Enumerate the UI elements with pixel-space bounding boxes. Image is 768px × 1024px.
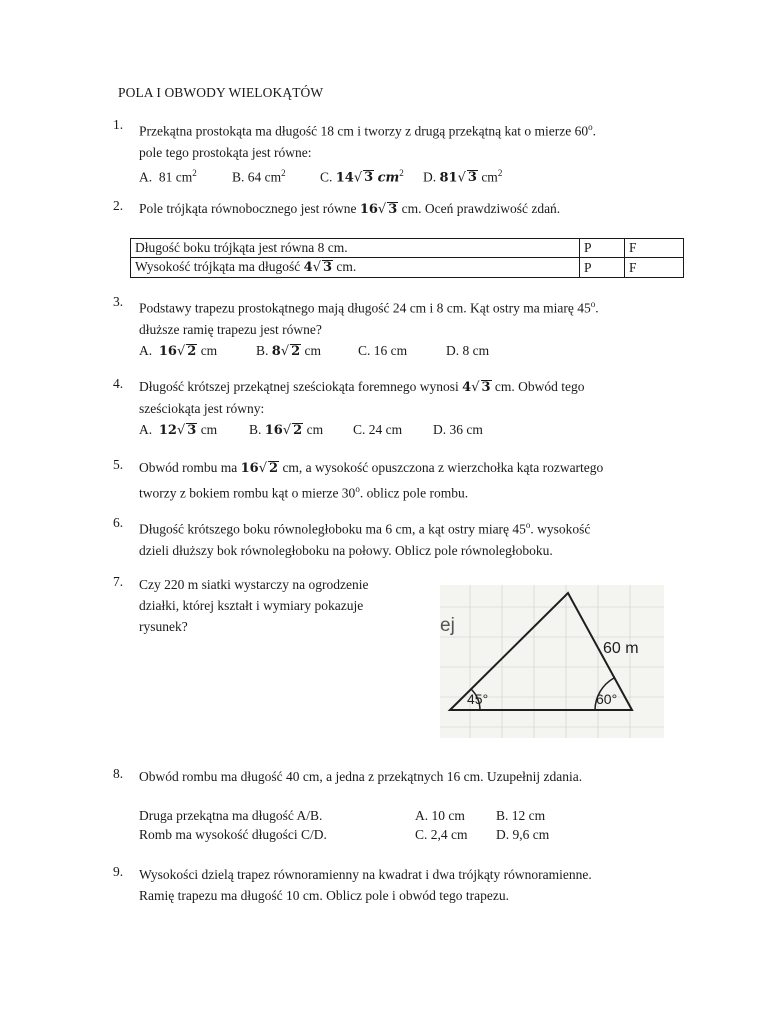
table-row bbox=[131, 258, 684, 278]
task-8-option-d: D. 9,6 cm bbox=[496, 827, 550, 842]
task-4-question: Długość krótszej przekątnej sześciokąta foremnego wynosi 4√ 3 cm. Obwód tego bbox=[139, 379, 585, 395]
task-7-question: Czy 220 m siatki wystarczy na ogrodzenie bbox=[139, 577, 369, 592]
option-b: B. 64 $cm^2$ bbox=[232, 167, 286, 184]
task-1-question: Przekątna prostokąta ma długość 18 cm i tworzy z drugą przekątną kat o mierze 60$^o$. bbox=[139, 122, 596, 139]
task-2-question: Pole trójkąta równobocznego jest równe 16√ 3 cm. Oceń prawdziwość zdań. bbox=[139, 201, 561, 217]
option-a: A. 12√ 3 cm bbox=[139, 422, 218, 438]
task-8-sentence-2: Romb ma wysokość długości C/D. bbox=[139, 827, 327, 842]
option-b: B. 8√ 2 cm bbox=[256, 342, 322, 359]
statement-cell: Wysokość trójkąta ma długość 4√ 3 cm. bbox=[131, 258, 580, 278]
task-5-question-cont: tworzy z bokiem rombu kąt o mierze 30$^o$. oblicz pole rombu. bbox=[139, 484, 469, 501]
task-number: 7. bbox=[113, 574, 124, 589]
task-8-option-b: B. 12 cm bbox=[496, 808, 546, 823]
task-7-question-end: rysunek? bbox=[139, 619, 188, 634]
option-d: D. 81√ 3 $cm^2$ bbox=[423, 167, 503, 185]
page-title: POLA I OBWODY WIELOKĄTÓW bbox=[118, 85, 324, 100]
task-5 bbox=[113, 457, 693, 504]
task-number: 2. bbox=[113, 198, 124, 213]
task-4-options bbox=[139, 419, 693, 441]
task-3-options bbox=[139, 340, 693, 362]
task-number: 6. bbox=[113, 515, 124, 530]
option-d: D. 36 cm bbox=[433, 422, 483, 437]
task-number: 3. bbox=[113, 294, 124, 309]
task-2 bbox=[113, 198, 693, 220]
task-4 bbox=[113, 376, 693, 441]
true-option[interactable]: P bbox=[580, 239, 625, 258]
task-6-question: Długość krótszego boku równoległoboku ma 6 cm, a kąt ostry miarę 45$^o$. wysokość bbox=[139, 520, 591, 537]
task-3-question: Podstawy trapezu prostokątnego mają długość 24 cm i 8 cm. Kąt ostry ma miarę 45$^o$. bbox=[139, 299, 599, 316]
task-5-question: Obwód rombu ma 16√ 2 cm, a wysokość opuszczona z wierzchołka kąta rozwartego bbox=[139, 460, 604, 476]
false-option[interactable]: F bbox=[625, 239, 684, 258]
task-number: 9. bbox=[113, 864, 124, 879]
option-a: A. 81 $cm^2$ bbox=[139, 167, 197, 184]
table-row bbox=[131, 239, 684, 258]
statement-cell: Długość boku trójkąta jest równa 8 cm. bbox=[131, 239, 580, 258]
task-9-question: Wysokości dzielą trapez równoramienny na kwadrat i dwa trójkąty równoramienne. bbox=[139, 867, 592, 882]
task-4-question-cont: sześciokąta jest równy: bbox=[139, 401, 265, 416]
angle-45-label: 45° bbox=[467, 691, 489, 707]
option-c: C. 24 cm bbox=[353, 422, 403, 437]
option-d: D. 8 cm bbox=[446, 342, 490, 358]
task-1-question-cont: pole tego prostokąta jest równe: bbox=[139, 144, 312, 160]
figure-fragment-text: ej bbox=[440, 615, 455, 636]
task-8 bbox=[113, 766, 693, 787]
task-number: 5. bbox=[113, 457, 124, 472]
task-1-options bbox=[139, 163, 693, 189]
true-option[interactable]: P bbox=[580, 258, 625, 278]
angle-60-label: 60° bbox=[596, 691, 618, 707]
task-9 bbox=[113, 864, 693, 906]
task-8-question: Obwód rombu ma długość 40 cm, a jedna z przekątnych 16 cm. Uzupełnij zdania. bbox=[139, 769, 583, 784]
task-number: 1. bbox=[113, 117, 124, 132]
false-option[interactable]: F bbox=[625, 258, 684, 278]
triangle-figure bbox=[440, 585, 664, 738]
option-c: C. 16 cm bbox=[358, 342, 408, 358]
option-b: B. 16√ 2 cm bbox=[249, 422, 324, 438]
task-8-option-a: A. 10 cm bbox=[415, 808, 465, 823]
option-c: C. 14√ 3 $cm^2$ bbox=[320, 167, 404, 185]
task-3-question-cont: dłuższe ramię trapezu jest równe? bbox=[139, 321, 322, 337]
task-9-question-cont: Ramię trapezu ma długość 10 cm. Oblicz pole i obwód tego trapezu. bbox=[139, 888, 510, 903]
task-8-option-c: C. 2,4 cm bbox=[415, 827, 468, 842]
true-false-table bbox=[130, 238, 684, 278]
task-7 bbox=[113, 574, 413, 637]
side-length-label: 60 m bbox=[603, 640, 639, 657]
option-a: A. 16√ 2 cm bbox=[139, 342, 218, 359]
task-6-question-cont: dzieli dłuższy bok równoległoboku na połowy. Oblicz pole równoległoboku. bbox=[139, 542, 553, 558]
task-number: 4. bbox=[113, 376, 124, 391]
task-number: 8. bbox=[113, 766, 124, 781]
triangle-drawing bbox=[440, 585, 664, 738]
task-6 bbox=[113, 515, 693, 561]
task-8-sentence-1: Druga przekątna ma długość A/B. bbox=[139, 808, 323, 823]
task-3 bbox=[113, 294, 693, 362]
task-1 bbox=[113, 117, 693, 188]
task-7-question-cont: działki, której kształt i wymiary pokazuje bbox=[139, 598, 364, 613]
